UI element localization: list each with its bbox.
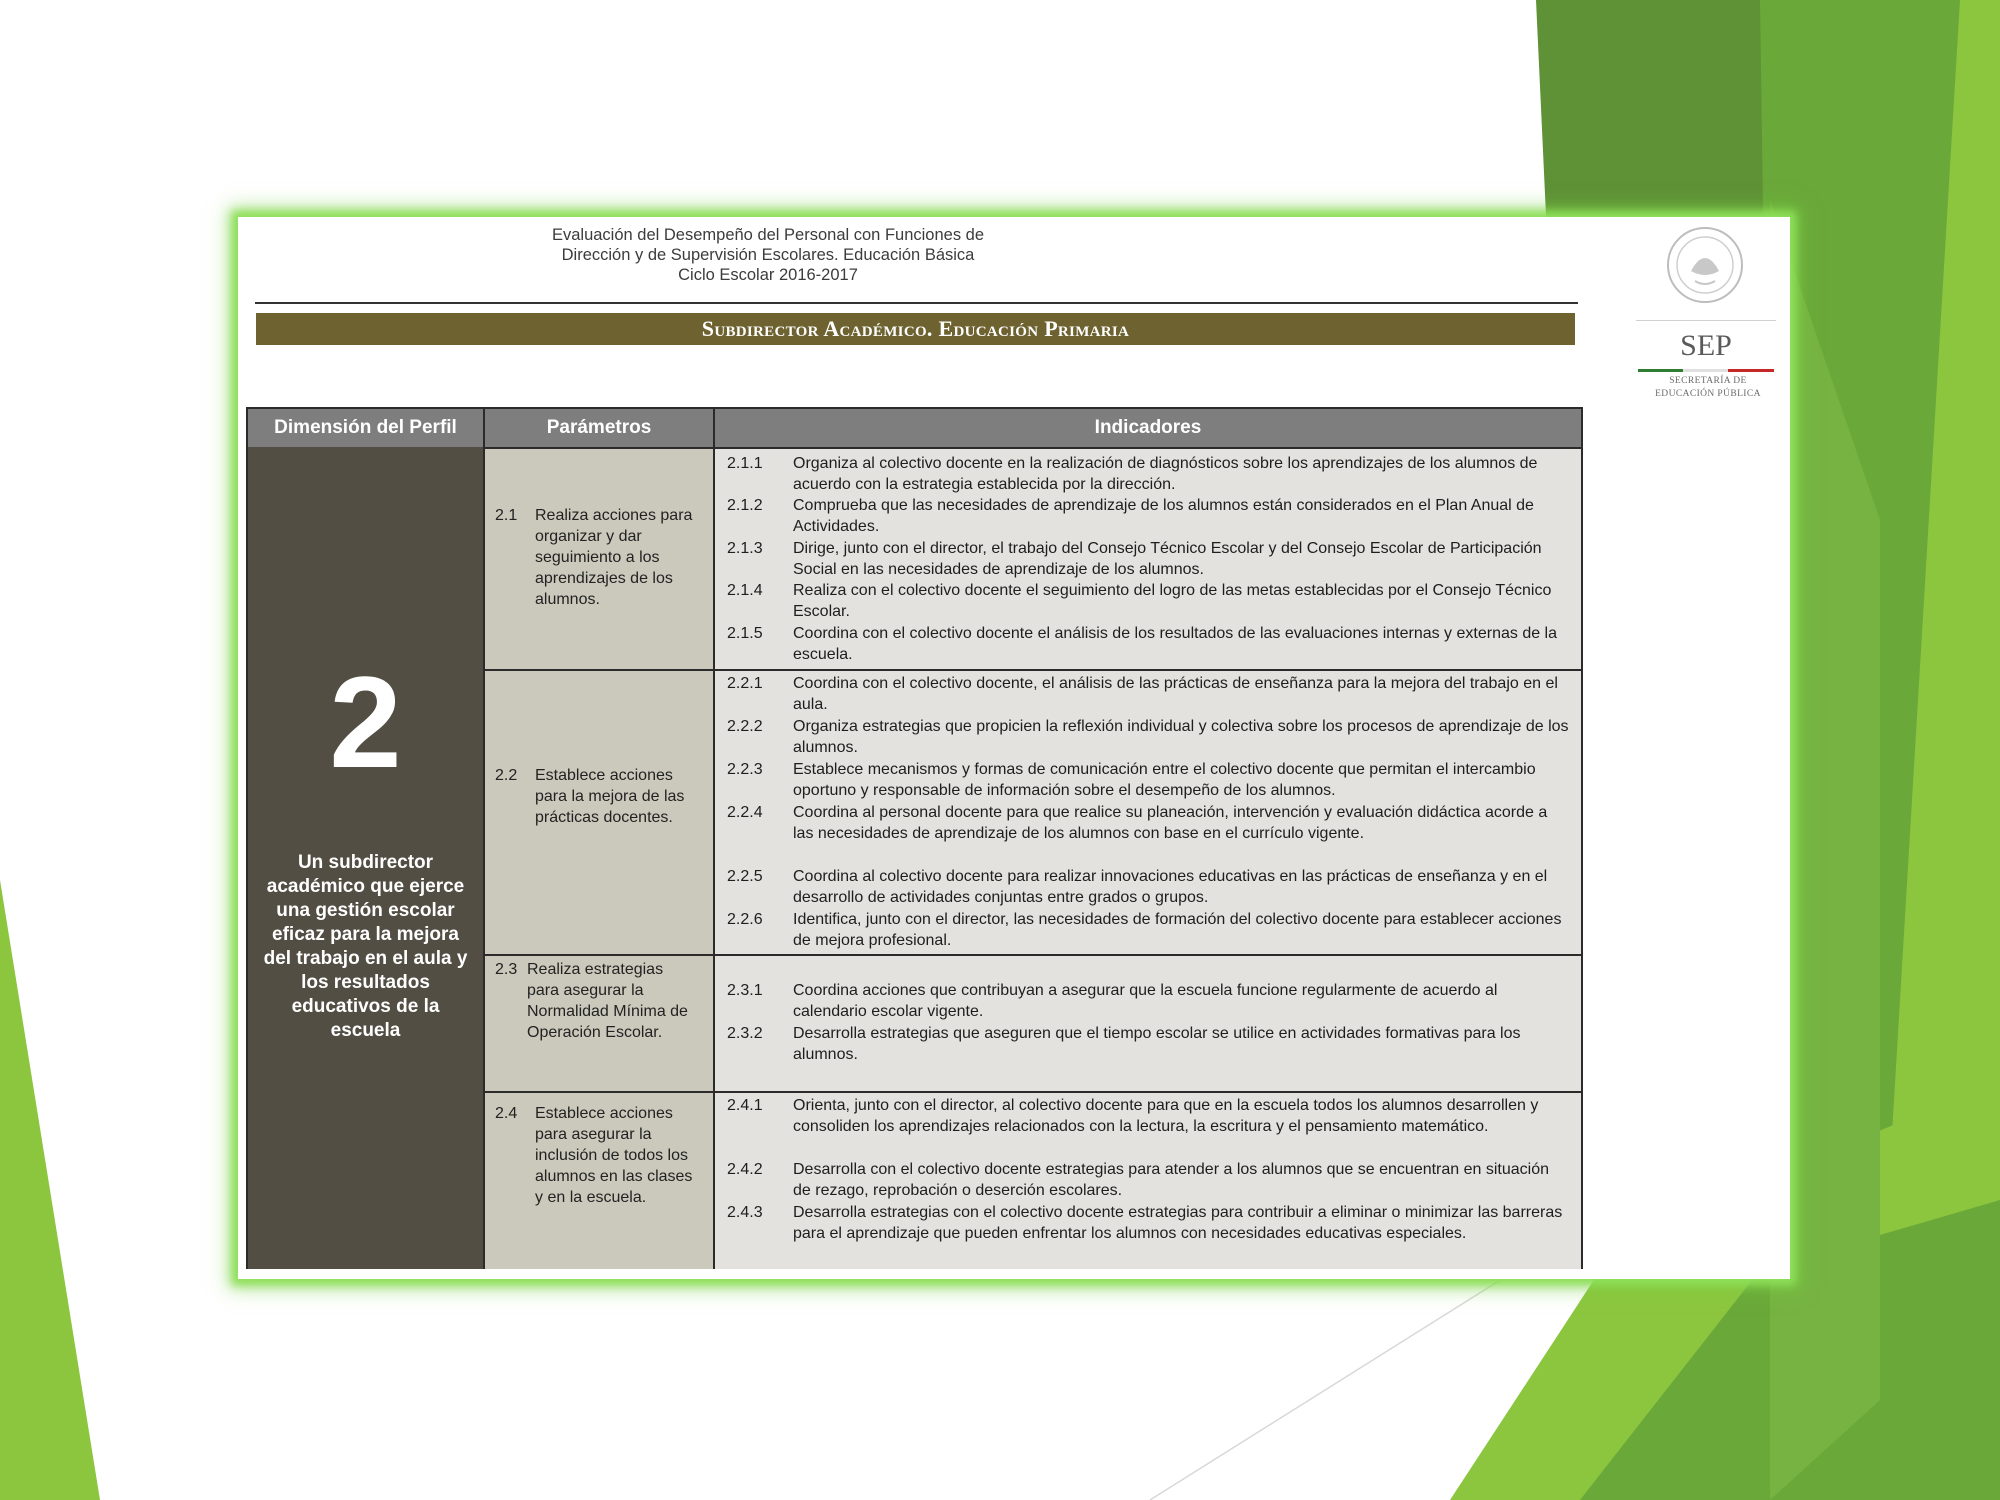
parameter-number: 2.4: [495, 1105, 518, 1122]
header-rule: [255, 302, 1578, 304]
dimension-number: 2: [329, 649, 402, 795]
dimension-cell: [248, 447, 483, 1269]
indicator-text: Coordina acciones que contribuyan a asegurar que la escuela funcione regularmente de acuerdo al calendario escolar vigente.: [793, 982, 1498, 1020]
doc-header-line-3: Ciclo Escolar 2016-2017: [678, 266, 858, 284]
parameter-cell: [483, 447, 715, 669]
indicator-number: 2.2.1: [727, 675, 763, 692]
indicator-number: 2.4.3: [727, 1204, 763, 1221]
logo-rule: [1636, 320, 1776, 321]
indicators-cell: [715, 447, 1581, 669]
indicator-number: 2.2.3: [727, 761, 763, 778]
indicator-text: Comprueba que las necesidades de aprendizaje de los alumnos están considerados en el Plan Anual de Actividades.: [793, 497, 1534, 535]
indicator-text: Realiza con el colectivo docente el seguimiento del logro de las metas establecidas por el Consejo Técnico Escolar.: [793, 582, 1552, 620]
parameter-cell: [483, 669, 715, 954]
indicator-text: Establece mecanismos y formas de comunicación entre el colectivo docente que permitan el intercambio oportuno y responsable de información sobre el desempeño de los alumnos.: [793, 761, 1536, 799]
indicator-text: Identifica, junto con el director, las necesidades de formación del colectivo docente para establecer acciones de mejora profesional.: [793, 911, 1562, 949]
indicator-number: 2.2.6: [727, 911, 763, 928]
indicator-text: Organiza estrategias que propicien la reflexión individual y colectiva sobre los procesos de aprendizaje de los alumnos.: [793, 718, 1569, 756]
parameter-number: 2.2: [495, 767, 518, 784]
doc-header-line-2: Dirección y de Supervisión Escolares. Educación Básica: [561, 246, 975, 264]
indicators-cell: [715, 669, 1581, 954]
indicator-text: Organiza al colectivo docente en la realización de diagnósticos sobre los aprendizajes de los alumnos de acuerdo con la estrategia establecida por la dirección.: [793, 455, 1538, 493]
parameter-number: 2.3: [495, 961, 518, 978]
parameter-cell: [483, 1091, 715, 1269]
parameter-text: Realiza acciones para organizar y dar seguimiento a los aprendizajes de los alumnos.: [535, 507, 693, 608]
logo-color-rule: [1638, 369, 1774, 372]
indicator-number: 2.1.3: [727, 540, 763, 557]
sep-logo-text: SEP: [1680, 329, 1732, 362]
indicator-text: Coordina con el colectivo docente el análisis de los resultados de las evaluaciones internas y externas de la escuela.: [793, 625, 1558, 663]
indicators-cell: [715, 1091, 1581, 1269]
indicator-number: 2.1.4: [727, 582, 763, 599]
indicator-number: 2.1.2: [727, 497, 763, 514]
document-page: [238, 217, 1790, 1279]
indicator-number: 2.1.1: [727, 455, 763, 472]
indicator-number: 2.4.1: [727, 1097, 763, 1114]
indicator-text: Desarrolla con el colectivo docente estrategias para atender a los alumnos que se encuentran en situación de rezago, reprobación o deserción escolares.: [793, 1161, 1550, 1199]
indicator-number: 2.3.1: [727, 982, 763, 999]
parameter-text: Realiza estrategias para asegurar la Normalidad Mínima de Operación Escolar.: [527, 961, 688, 1041]
indicator-number: 2.3.2: [727, 1025, 763, 1042]
header-indicators: Indicadores: [715, 409, 1581, 447]
indicator-number: 2.4.2: [727, 1161, 763, 1178]
indicator-text: Desarrolla estrategias que aseguren que el tiempo escolar se utilice en actividades formativas para los alumnos.: [793, 1025, 1521, 1063]
indicator-text: Coordina al colectivo docente para realizar innovaciones educativas en las prácticas de enseñanza y en el desarrollo de actividades conjuntas entre grados o grupos.: [793, 868, 1548, 906]
indicator-text: Coordina con el colectivo docente, el análisis de las prácticas de enseñanza para la mejora del trabajo en el aula.: [793, 675, 1558, 713]
sep-logo-subtext-line-2: EDUCACIÓN PÚBLICA: [1655, 389, 1761, 399]
parameter-text: Establece acciones para asegurar la inclusión de todos los alumnos en las clases y en la escuela.: [535, 1105, 693, 1206]
indicator-number: 2.2.2: [727, 718, 763, 735]
sep-logo-subtext: [1628, 375, 1788, 401]
header-parameters: Parámetros: [483, 409, 715, 447]
indicator-text: Dirige, junto con el director, el trabajo del Consejo Técnico Escolar y del Consejo Escolar de Participación Social en las necesidades de aprendizaje de los alumnos.: [793, 540, 1542, 578]
title-banner: Subdirector Académico. Educación Primaria: [256, 313, 1575, 345]
dimension-description: Un subdirector académico que ejerce una gestión escolar eficaz para la mejora del trabajo en el aula y los resultados educativos de la escuela: [263, 852, 468, 1041]
parameter-number: 2.1: [495, 507, 518, 524]
indicator-number: 2.2.4: [727, 804, 763, 821]
header-dimension: Dimensión del Perfil: [248, 409, 483, 447]
parameter-text: Establece acciones para la mejora de las prácticas docentes.: [535, 767, 685, 826]
indicators-cell: [715, 954, 1581, 1091]
indicator-text: Orienta, junto con el director, al colectivo docente para que en la escuela todos los alumnos desarrollen y consoliden los aprendizajes relacionados con la lectura, la escritura y el pensamiento matemático.: [793, 1097, 1539, 1135]
indicator-number: 2.1.5: [727, 625, 763, 642]
parameter-cell: [483, 954, 715, 1091]
sep-logo-subtext-line-1: SECRETARÍA DE: [1669, 376, 1747, 386]
indicator-text: Desarrolla estrategias con el colectivo docente estrategias para contribuir a eliminar o minimizar las barreras para el aprendizaje que pueden enfrentar los alumnos con necesidades educativas especiales.: [793, 1204, 1563, 1242]
indicator-text: Coordina al personal docente para que realice su planeación, intervención y evaluación didáctica acorde a las necesidades de aprendizaje de los alumnos con base en el currículo vigente.: [793, 804, 1548, 842]
national-seal-icon: [1665, 225, 1745, 305]
profile-table: [246, 407, 1583, 1269]
indicator-number: 2.2.5: [727, 868, 763, 885]
doc-header-line-1: Evaluación del Desempeño del Personal con Funciones de: [551, 226, 985, 244]
